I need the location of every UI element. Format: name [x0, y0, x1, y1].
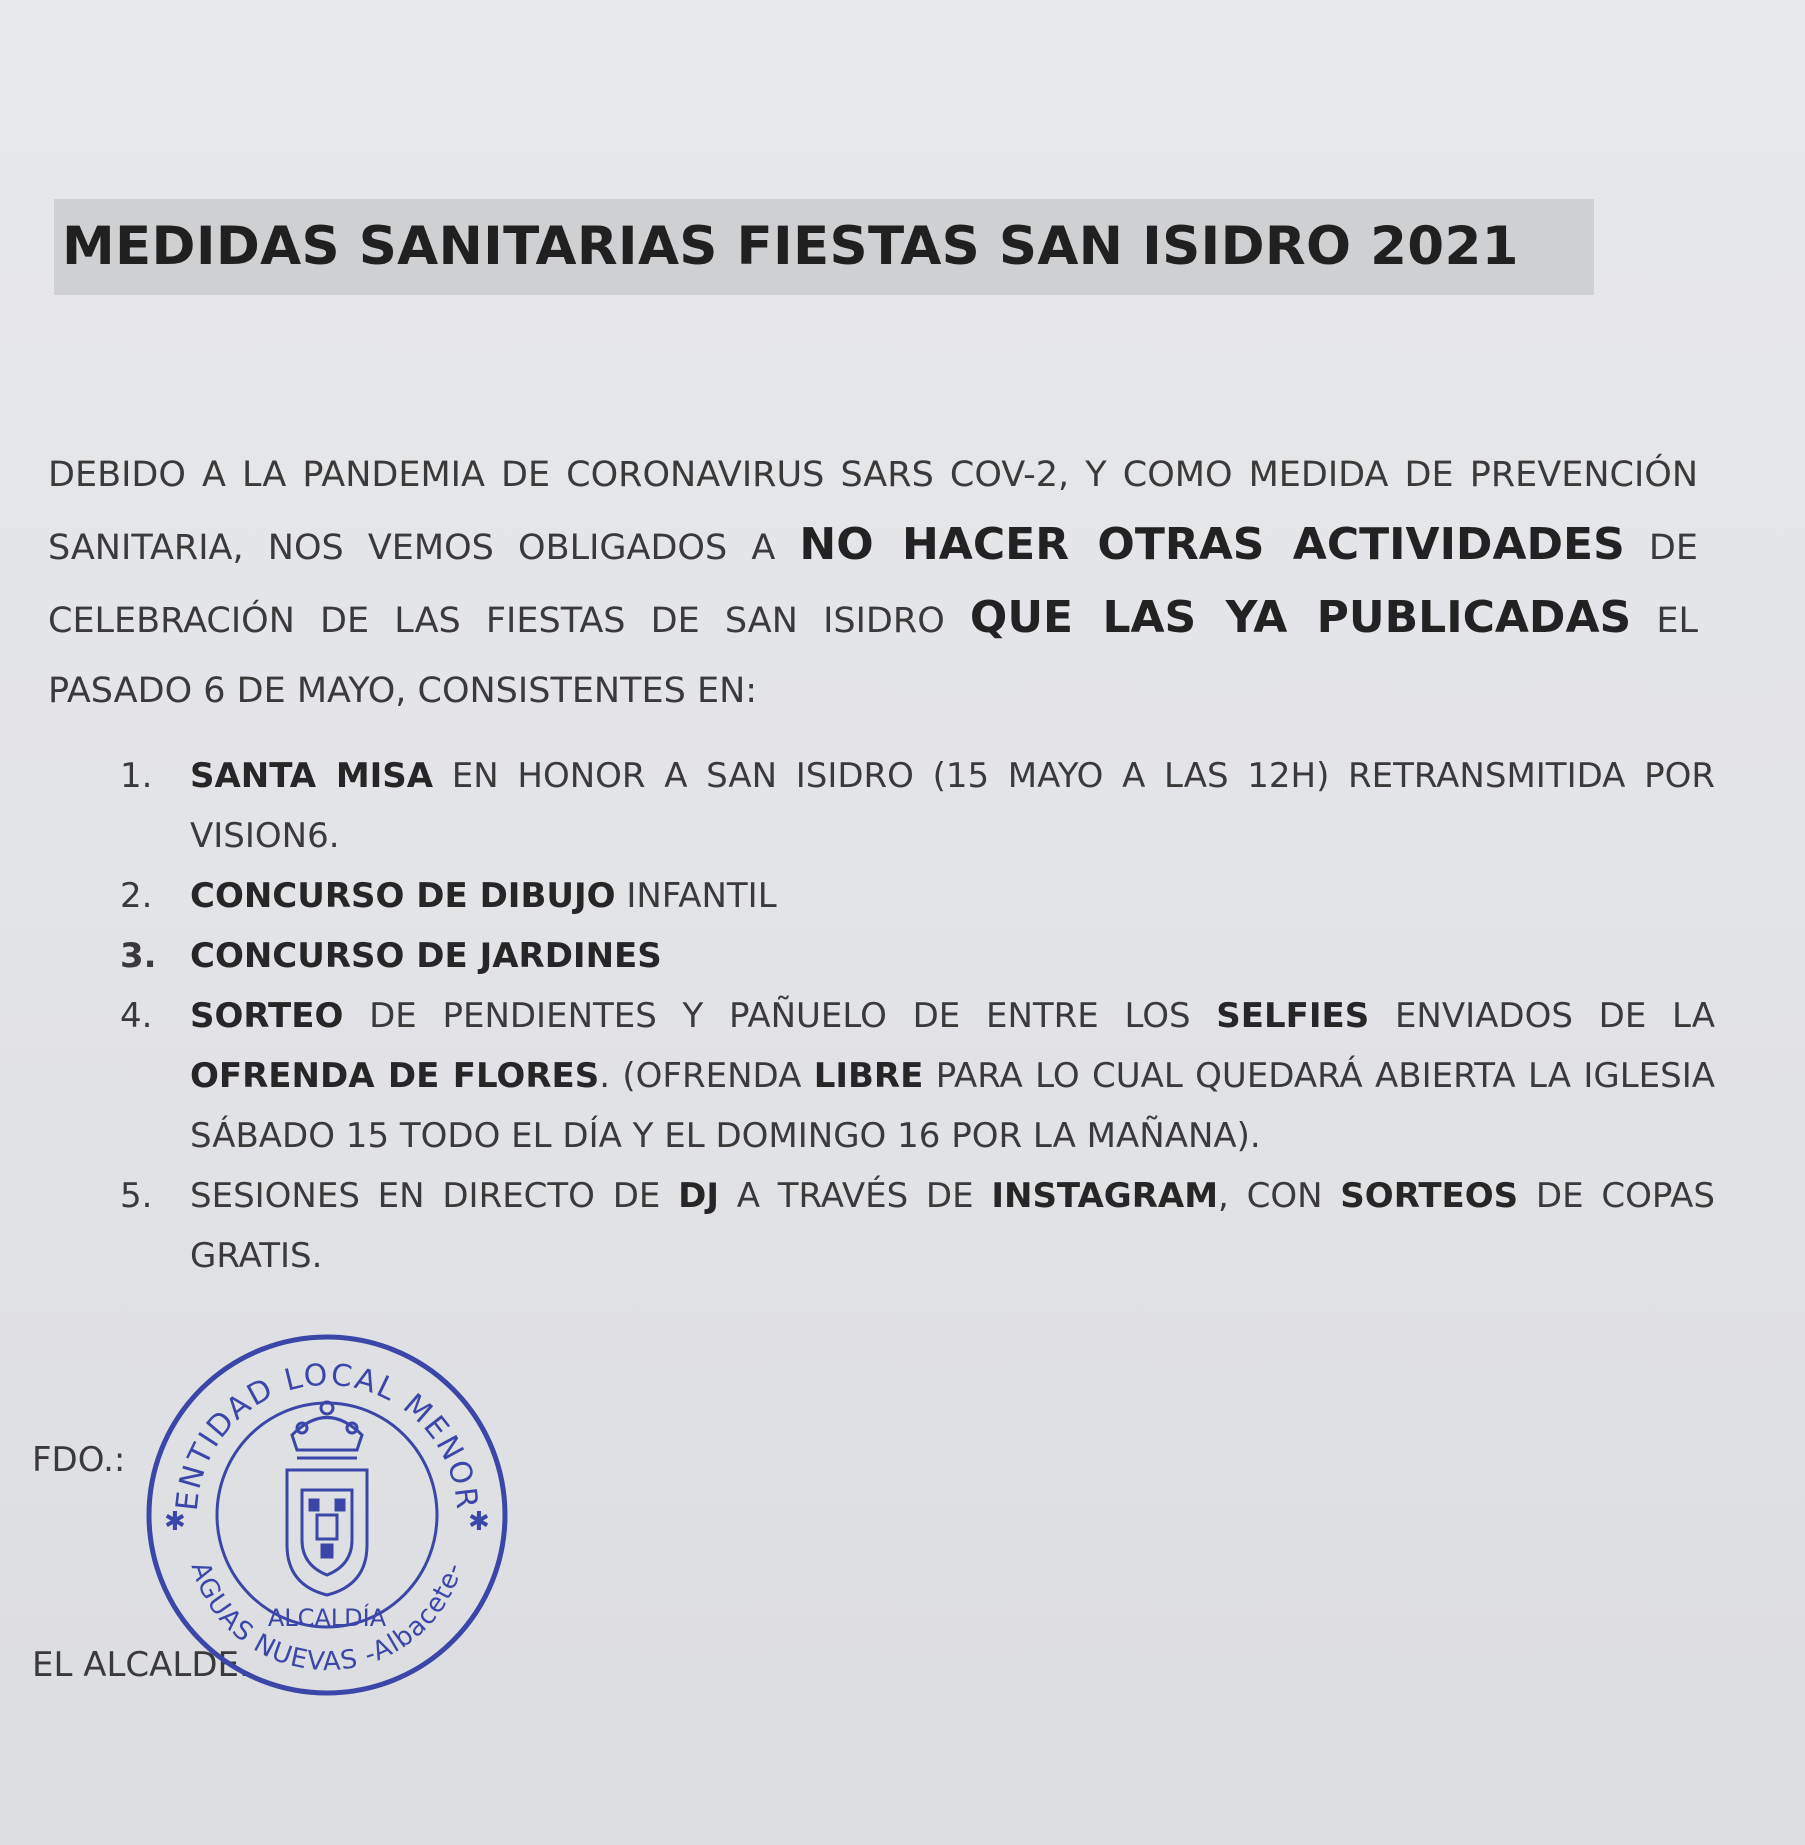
list-item-text: , CON	[1218, 1176, 1341, 1216]
list-item	[110, 986, 1715, 1166]
list-item-bold: DJ	[678, 1176, 719, 1216]
coat-of-arms-icon	[287, 1470, 367, 1595]
stamp-center-text: ALCALDÍA	[267, 1604, 387, 1632]
intro-emphasis-2: QUE LAS YA PUBLICADAS	[969, 592, 1632, 643]
list-item-bold: INSTAGRAM	[991, 1176, 1219, 1216]
intro-text-1: DEBIDO A LA PANDEMIA DE CORONAVIRUS SARS COV-2, Y COMO MEDIDA DE PREVENCIÓN SANITARIA, NOS VEMOS OBLIGADOS A	[48, 455, 1698, 568]
list-item-text: A TRAVÉS DE	[718, 1176, 992, 1216]
list-item-text: INFANTIL	[615, 876, 777, 916]
signature-role: EL ALCALDE.	[32, 1645, 250, 1685]
list-item	[110, 746, 1715, 866]
list-item-text: . (OFRENDA	[599, 1056, 814, 1096]
list-item	[110, 1166, 1715, 1286]
list-item-number: 1.	[120, 756, 153, 796]
list-item-number: 4.	[120, 996, 153, 1036]
list-item	[110, 926, 1715, 986]
list-item-bold: SANTA MISA	[190, 756, 434, 796]
list-item-text: DE COPAS GRATIS.	[190, 1176, 1715, 1276]
list-item-bold: SORTEO	[190, 996, 344, 1036]
list-item-bold: CONCURSO DE JARDINES	[190, 936, 662, 976]
list-item-text: DE PENDIENTES Y PAÑUELO DE ENTRE LOS	[343, 996, 1217, 1036]
signature-label: FDO.:	[32, 1440, 126, 1480]
list-item	[110, 866, 1715, 926]
intro-emphasis-1: NO HACER OTRAS ACTIVIDADES	[799, 519, 1625, 570]
list-item-text: ENVIADOS DE LA	[1369, 996, 1715, 1036]
list-item-bold: SORTEOS	[1340, 1176, 1519, 1216]
crown-icon	[292, 1402, 362, 1458]
stamp-bottom-text: AGUAS NUEVAS -Albacete-	[184, 1558, 470, 1678]
list-item-bold: SELFIES	[1216, 996, 1370, 1036]
list-item-text: SESIONES EN DIRECTO DE	[190, 1176, 679, 1216]
stamp-star-right: ✱	[468, 1507, 490, 1537]
activities-list	[110, 746, 1715, 1286]
stamp-star-left: ✱	[164, 1507, 186, 1537]
intro-paragraph	[48, 440, 1698, 726]
list-item-bold: OFRENDA DE FLORES	[190, 1056, 600, 1096]
list-item-number: 3.	[120, 936, 157, 976]
list-item-text: PARA LO CUAL QUEDARÁ ABIERTA LA IGLESIA SÁBADO 15 TODO EL DÍA Y EL DOMINGO 16 POR LA MAÑANA).	[190, 1056, 1715, 1156]
list-item-text: EN HONOR A SAN ISIDRO (15 MAYO A LAS 12H) RETRANSMITIDA POR VISION6.	[190, 756, 1716, 856]
document-title: MEDIDAS SANITARIAS FIESTAS SAN ISIDRO 2021	[54, 199, 1594, 295]
list-item-number: 5.	[120, 1176, 153, 1216]
stamp-top-text: ENTIDAD LOCAL MENOR	[169, 1357, 485, 1513]
list-item-bold: LIBRE	[813, 1056, 924, 1096]
list-item-bold: CONCURSO DE DIBUJO	[190, 876, 616, 916]
intro-text-2: DE CELEBRACIÓN DE LAS FIESTAS DE SAN ISIDRO	[48, 528, 1698, 641]
intro-text-3: EL PASADO 6 DE MAYO, CONSISTENTES EN:	[48, 601, 1698, 711]
official-stamp	[142, 1330, 512, 1700]
list-item-number: 2.	[120, 876, 153, 916]
